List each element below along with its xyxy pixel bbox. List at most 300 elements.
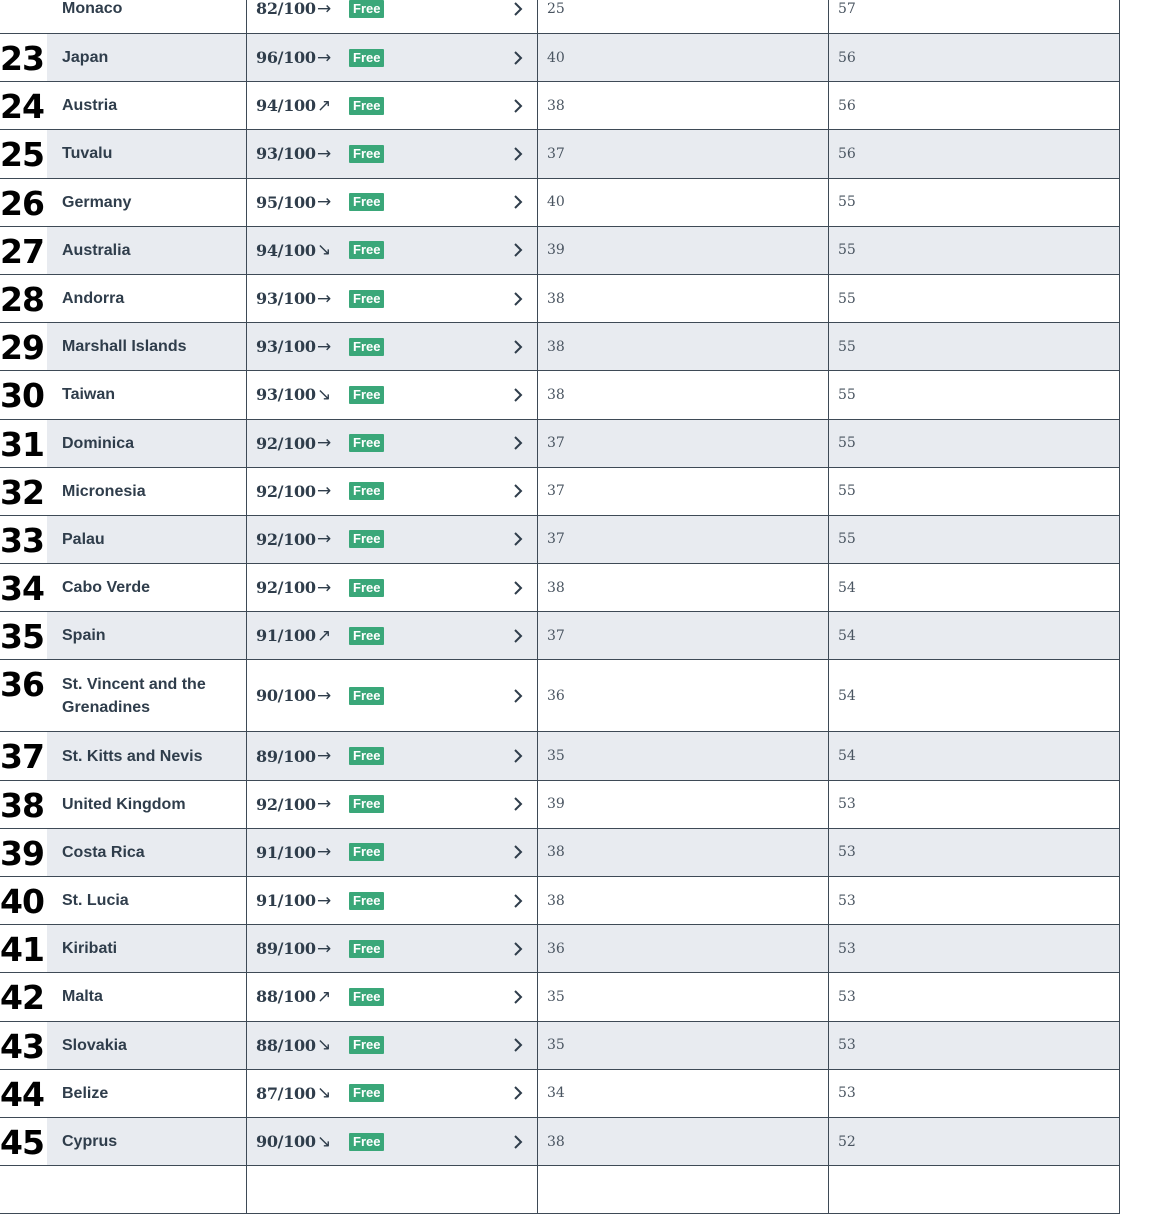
row-cells: [47, 516, 1120, 563]
country-cell: [47, 564, 246, 611]
rank-number: 41: [0, 930, 44, 970]
country-cell: [47, 877, 246, 924]
political-rights-cell: [537, 275, 828, 322]
chevron-right-icon[interactable]: [509, 482, 527, 500]
political-rights-cell: [537, 612, 828, 659]
score-cell[interactable]: [246, 179, 537, 226]
country-name[interactable]: St. Kitts and Nevis: [62, 747, 203, 765]
total-score: 93/100: [256, 144, 316, 164]
political-rights-score: 37: [547, 145, 565, 162]
country-cell: [47, 1118, 246, 1165]
civil-liberties-cell: [828, 420, 1120, 467]
chevron-right-icon[interactable]: [509, 241, 527, 259]
trend-arrow-icon: →: [317, 746, 332, 767]
row-cells: [47, 468, 1120, 515]
status-badge: Free: [349, 530, 384, 548]
civil-liberties-cell: [828, 781, 1120, 828]
chevron-right-icon[interactable]: [509, 579, 527, 597]
political-rights-score: 38: [547, 579, 565, 596]
political-rights-cell: [537, 1022, 828, 1069]
total-score: 82/100: [256, 0, 316, 18]
civil-liberties-score: 53: [838, 892, 856, 909]
score-cell[interactable]: [246, 781, 537, 828]
table-row[interactable]: [0, 660, 1120, 732]
political-rights-score: 36: [547, 687, 565, 704]
chevron-right-icon[interactable]: [509, 434, 527, 452]
civil-liberties-cell: [828, 829, 1120, 876]
country-name[interactable]: St. Lucia: [62, 892, 129, 910]
country-cell: [47, 660, 246, 731]
row-cells: [47, 564, 1120, 611]
table-row[interactable]: [0, 323, 1120, 371]
political-rights-score: 38: [547, 892, 565, 909]
trend-arrow-icon: ↘: [317, 1083, 332, 1104]
score-cell[interactable]: [246, 371, 537, 418]
rank-number: 34: [0, 569, 44, 609]
rank-number: 35: [0, 617, 44, 657]
political-rights-score: 38: [547, 97, 565, 114]
civil-liberties-score: 55: [838, 338, 856, 355]
country-cell: [47, 371, 246, 418]
political-rights-cell: [537, 1118, 828, 1165]
trend-arrow-icon: →: [317, 890, 332, 911]
table-row[interactable]: [0, 82, 1120, 130]
civil-liberties-score: 53: [838, 940, 856, 957]
chevron-right-icon[interactable]: [509, 940, 527, 958]
score-cell[interactable]: [246, 1118, 537, 1165]
status-badge: Free: [349, 434, 384, 452]
score-cell[interactable]: [246, 34, 537, 81]
political-rights-cell: [537, 0, 828, 33]
table-row[interactable]: [0, 1022, 1120, 1070]
rank-number: 26: [0, 183, 44, 223]
row-cells: [47, 323, 1120, 370]
row-cells: [47, 925, 1120, 972]
political-rights-cell: [537, 781, 828, 828]
table-row[interactable]: [0, 732, 1120, 780]
total-score: 94/100: [256, 96, 316, 116]
chevron-right-icon[interactable]: [509, 687, 527, 705]
total-score: 93/100: [256, 385, 316, 405]
status-badge: Free: [349, 482, 384, 500]
score-cell[interactable]: [246, 973, 537, 1020]
total-score: 92/100: [256, 433, 316, 453]
political-rights-score: 25: [547, 0, 565, 17]
table-row[interactable]: [0, 420, 1120, 468]
row-cells: [47, 612, 1120, 659]
trend-arrow-icon: →: [317, 0, 332, 19]
political-rights-cell: [537, 660, 828, 731]
civil-liberties-cell: [828, 34, 1120, 81]
status-badge: Free: [349, 1133, 384, 1151]
trend-arrow-icon: ↘: [317, 1035, 332, 1056]
trend-arrow-icon: ↘: [317, 384, 332, 405]
score-cell[interactable]: [246, 732, 537, 779]
rank-number: [0, 1166, 46, 1174]
table-row[interactable]: [0, 781, 1120, 829]
score-cell[interactable]: [246, 1070, 537, 1117]
trend-arrow-icon: →: [317, 938, 332, 959]
row-cells: [47, 1166, 1120, 1213]
country-cell: [47, 516, 246, 563]
score-cell[interactable]: [246, 877, 537, 924]
rank-number: 29: [0, 328, 44, 368]
table-row[interactable]: [0, 227, 1120, 275]
total-score: 90/100: [256, 1132, 316, 1152]
country-name[interactable]: Japan: [62, 49, 109, 67]
chevron-right-icon[interactable]: [509, 1084, 527, 1102]
political-rights-score: 40: [547, 194, 565, 211]
country-name[interactable]: St. Vincent and the Grenadines: [62, 675, 206, 716]
civil-liberties-score: 53: [838, 1085, 856, 1102]
country-name[interactable]: Monaco: [62, 0, 123, 17]
status-badge: Free: [349, 627, 384, 645]
row-cells: [47, 227, 1120, 274]
civil-liberties-score: 55: [838, 194, 856, 211]
chevron-right-icon[interactable]: [509, 988, 527, 1006]
civil-liberties-score: 56: [838, 145, 856, 162]
score-cell[interactable]: [246, 275, 537, 322]
table-row[interactable]: [0, 468, 1120, 516]
rank-number: 40: [0, 882, 44, 921]
civil-liberties-cell: [828, 0, 1120, 33]
row-cells: [47, 1118, 1120, 1165]
country-cell: [47, 275, 246, 322]
civil-liberties-score: 55: [838, 435, 856, 452]
table-row[interactable]: [0, 130, 1120, 178]
total-score: 96/100: [256, 48, 316, 68]
country-name[interactable]: Costa Rica: [62, 843, 145, 861]
chevron-right-icon[interactable]: [509, 386, 527, 404]
row-cells: [47, 371, 1120, 418]
row-cells: [47, 82, 1120, 129]
political-rights-score: 39: [547, 242, 565, 259]
row-cells: [47, 781, 1120, 828]
row-cells: [47, 829, 1120, 876]
table-row[interactable]: [0, 829, 1120, 877]
total-score: 90/100: [256, 686, 316, 706]
status-badge: Free: [349, 97, 384, 115]
row-cells: [47, 1022, 1120, 1069]
chevron-right-icon[interactable]: [509, 627, 527, 645]
status-badge: Free: [349, 892, 384, 910]
civil-liberties-cell: [828, 1070, 1120, 1117]
civil-liberties-score: 53: [838, 988, 856, 1005]
score-cell[interactable]: [246, 612, 537, 659]
trend-arrow-icon: ↗: [317, 95, 332, 116]
civil-liberties-score: 57: [838, 0, 856, 17]
political-rights-score: 37: [547, 435, 565, 452]
civil-liberties-score: 53: [838, 796, 856, 813]
civil-liberties-cell: [828, 1166, 1120, 1213]
civil-liberties-score: 54: [838, 687, 856, 704]
total-score: 94/100: [256, 240, 316, 260]
country-name[interactable]: Malta: [62, 988, 103, 1006]
country-name[interactable]: Belize: [62, 1084, 109, 1102]
civil-liberties-score: 55: [838, 531, 856, 548]
table-row[interactable]: [0, 516, 1120, 564]
row-cells: [47, 34, 1120, 81]
rank-number: 39: [0, 833, 44, 873]
score-cell[interactable]: [246, 1166, 537, 1213]
rank-number: 44: [0, 1074, 44, 1114]
civil-liberties-score: 54: [838, 627, 856, 644]
rank-number: 43: [0, 1026, 44, 1066]
country-cell: [47, 323, 246, 370]
civil-liberties-cell: [828, 925, 1120, 972]
political-rights-score: 39: [547, 796, 565, 813]
country-cell: [47, 925, 246, 972]
political-rights-score: 38: [547, 844, 565, 861]
country-name[interactable]: Dominica: [62, 434, 135, 452]
score-cell[interactable]: [246, 829, 537, 876]
status-badge: Free: [349, 1036, 384, 1054]
table-row[interactable]: [0, 1166, 1120, 1214]
country-name[interactable]: Slovakia: [62, 1036, 127, 1054]
row-cells: [47, 973, 1120, 1020]
trend-arrow-icon: →: [317, 577, 332, 598]
political-rights-cell: [537, 1166, 828, 1213]
country-name[interactable]: United Kingdom: [62, 795, 186, 813]
rank-number: 38: [0, 785, 44, 825]
score-cell[interactable]: [246, 925, 537, 972]
total-score: 93/100: [256, 337, 316, 357]
rank-number: 28: [0, 279, 44, 319]
rank-number: 31: [0, 424, 44, 464]
row-cells: [47, 420, 1120, 467]
civil-liberties-cell: [828, 973, 1120, 1020]
row-cells: [47, 732, 1120, 779]
country-cell: [47, 420, 246, 467]
total-score: 91/100: [256, 626, 316, 646]
country-cell: [47, 227, 246, 274]
score-cell[interactable]: [246, 82, 537, 129]
country-cell: [47, 829, 246, 876]
table-row[interactable]: [0, 371, 1120, 419]
table-row[interactable]: [0, 973, 1120, 1021]
country-name[interactable]: Andorra: [62, 290, 125, 308]
status-badge: Free: [349, 795, 384, 813]
row-cells: [47, 130, 1120, 177]
trend-arrow-icon: →: [317, 433, 332, 454]
civil-liberties-score: 55: [838, 242, 856, 259]
country-name[interactable]: Cabo Verde: [62, 579, 151, 597]
political-rights-cell: [537, 925, 828, 972]
civil-liberties-cell: [828, 82, 1120, 129]
country-cell: [47, 130, 246, 177]
political-rights-cell: [537, 877, 828, 924]
civil-liberties-score: 55: [838, 483, 856, 500]
civil-liberties-score: 52: [838, 1133, 856, 1150]
score-cell[interactable]: [246, 130, 537, 177]
political-rights-cell: [537, 82, 828, 129]
country-name[interactable]: Taiwan: [62, 386, 116, 404]
civil-liberties-score: 53: [838, 844, 856, 861]
political-rights-score: 35: [547, 1037, 565, 1054]
chevron-right-icon[interactable]: [509, 338, 527, 356]
trend-arrow-icon: →: [317, 288, 332, 309]
political-rights-cell: [537, 829, 828, 876]
country-cell: [47, 468, 246, 515]
table-row[interactable]: [0, 1118, 1120, 1166]
score-cell[interactable]: [246, 1022, 537, 1069]
status-badge: Free: [349, 843, 384, 861]
score-cell[interactable]: [246, 323, 537, 370]
rank-number: 27: [0, 231, 44, 271]
country-name[interactable]: Tuvalu: [62, 145, 113, 163]
status-badge: Free: [349, 747, 384, 765]
row-cells: [47, 877, 1120, 924]
rank-number: 37: [0, 737, 44, 777]
trend-arrow-icon: ↗: [317, 625, 332, 646]
country-name[interactable]: Austria: [62, 97, 118, 115]
political-rights-cell: [537, 227, 828, 274]
civil-liberties-score: 55: [838, 290, 856, 307]
political-rights-cell: [537, 371, 828, 418]
country-cell: [47, 34, 246, 81]
chevron-right-icon[interactable]: [509, 145, 527, 163]
score-cell[interactable]: [246, 468, 537, 515]
country-name[interactable]: Marshall Islands: [62, 338, 187, 356]
chevron-right-icon[interactable]: [509, 892, 527, 910]
row-cells: [47, 0, 1120, 33]
country-cell: [47, 1166, 246, 1213]
trend-arrow-icon: →: [317, 47, 332, 68]
country-name[interactable]: Micronesia: [62, 482, 146, 500]
total-score: 89/100: [256, 939, 316, 959]
civil-liberties-score: 53: [838, 1037, 856, 1054]
country-name[interactable]: Germany: [62, 193, 132, 211]
civil-liberties-cell: [828, 275, 1120, 322]
country-cell: [47, 82, 246, 129]
chevron-right-icon[interactable]: [509, 795, 527, 813]
total-score: 95/100: [256, 192, 316, 212]
score-cell[interactable]: [246, 0, 537, 33]
political-rights-cell: [537, 34, 828, 81]
table-row[interactable]: [0, 612, 1120, 660]
political-rights-score: 38: [547, 290, 565, 307]
country-cell: [47, 0, 246, 33]
table-row[interactable]: [0, 275, 1120, 323]
trend-arrow-icon: →: [317, 529, 332, 550]
country-name[interactable]: Cyprus: [62, 1133, 118, 1151]
civil-liberties-cell: [828, 1022, 1120, 1069]
civil-liberties-cell: [828, 179, 1120, 226]
civil-liberties-score: 54: [838, 748, 856, 765]
chevron-right-icon[interactable]: [509, 193, 527, 211]
total-score: 91/100: [256, 842, 316, 862]
chevron-right-icon[interactable]: [509, 0, 527, 18]
trend-arrow-icon: →: [317, 143, 332, 164]
political-rights-score: 38: [547, 386, 565, 403]
row-cells: [47, 275, 1120, 322]
score-cell[interactable]: [246, 227, 537, 274]
civil-liberties-cell: [828, 660, 1120, 731]
table-row[interactable]: [0, 564, 1120, 612]
status-badge: Free: [349, 0, 384, 18]
political-rights-cell: [537, 1070, 828, 1117]
political-rights-cell: [537, 973, 828, 1020]
political-rights-cell: [537, 420, 828, 467]
table-row[interactable]: [0, 925, 1120, 973]
score-cell[interactable]: [246, 564, 537, 611]
chevron-right-icon[interactable]: [509, 1133, 527, 1151]
civil-liberties-score: 56: [838, 97, 856, 114]
chevron-right-icon[interactable]: [509, 1036, 527, 1054]
status-badge: Free: [349, 1084, 384, 1102]
political-rights-score: 40: [547, 49, 565, 66]
table-row[interactable]: [0, 34, 1120, 82]
chevron-right-icon[interactable]: [509, 290, 527, 308]
total-score: 93/100: [256, 289, 316, 309]
country-name[interactable]: Kiribati: [62, 940, 118, 958]
country-name[interactable]: Palau: [62, 530, 105, 548]
political-rights-cell: [537, 179, 828, 226]
chevron-right-icon[interactable]: [509, 97, 527, 115]
table-row[interactable]: [0, 179, 1120, 227]
rank-number: 25: [0, 135, 44, 175]
rank-number: 33: [0, 520, 44, 560]
civil-liberties-cell: [828, 877, 1120, 924]
chevron-right-icon[interactable]: [509, 843, 527, 861]
political-rights-cell: [537, 732, 828, 779]
country-name[interactable]: Spain: [62, 627, 106, 645]
country-cell: [47, 179, 246, 226]
chevron-right-icon[interactable]: [509, 530, 527, 548]
score-cell[interactable]: [246, 660, 537, 731]
status-badge: Free: [349, 579, 384, 597]
civil-liberties-cell: [828, 468, 1120, 515]
rank-number: 24: [0, 87, 44, 127]
table-row[interactable]: [0, 877, 1120, 925]
civil-liberties-cell: [828, 227, 1120, 274]
score-cell[interactable]: [246, 420, 537, 467]
status-badge: Free: [349, 940, 384, 958]
total-score: 89/100: [256, 746, 316, 766]
status-badge: Free: [349, 49, 384, 67]
rank-number: 30: [0, 376, 44, 416]
country-name[interactable]: Australia: [62, 241, 131, 259]
trend-arrow-icon: ↘: [317, 1131, 332, 1152]
chevron-right-icon[interactable]: [509, 49, 527, 67]
country-cell: [47, 781, 246, 828]
status-badge: Free: [349, 338, 384, 356]
political-rights-score: 36: [547, 940, 565, 957]
chevron-right-icon[interactable]: [509, 747, 527, 765]
trend-arrow-icon: →: [317, 481, 332, 502]
status-badge: Free: [349, 988, 384, 1006]
score-cell[interactable]: [246, 516, 537, 563]
total-score: 88/100: [256, 1035, 316, 1055]
total-score: 92/100: [256, 529, 316, 549]
row-cells: [47, 1070, 1120, 1117]
total-score: 92/100: [256, 481, 316, 501]
political-rights-score: 38: [547, 338, 565, 355]
political-rights-cell: [537, 468, 828, 515]
table-row[interactable]: [0, 0, 1120, 34]
political-rights-cell: [537, 323, 828, 370]
total-score: 91/100: [256, 891, 316, 911]
civil-liberties-cell: [828, 371, 1120, 418]
country-cell: [47, 973, 246, 1020]
rank-number: 45: [0, 1122, 44, 1162]
row-cells: [47, 179, 1120, 226]
table-row[interactable]: [0, 1070, 1120, 1118]
country-cell: [47, 1070, 246, 1117]
political-rights-score: 35: [547, 988, 565, 1005]
trend-arrow-icon: ↘: [317, 240, 332, 261]
trend-arrow-icon: →: [317, 192, 332, 213]
